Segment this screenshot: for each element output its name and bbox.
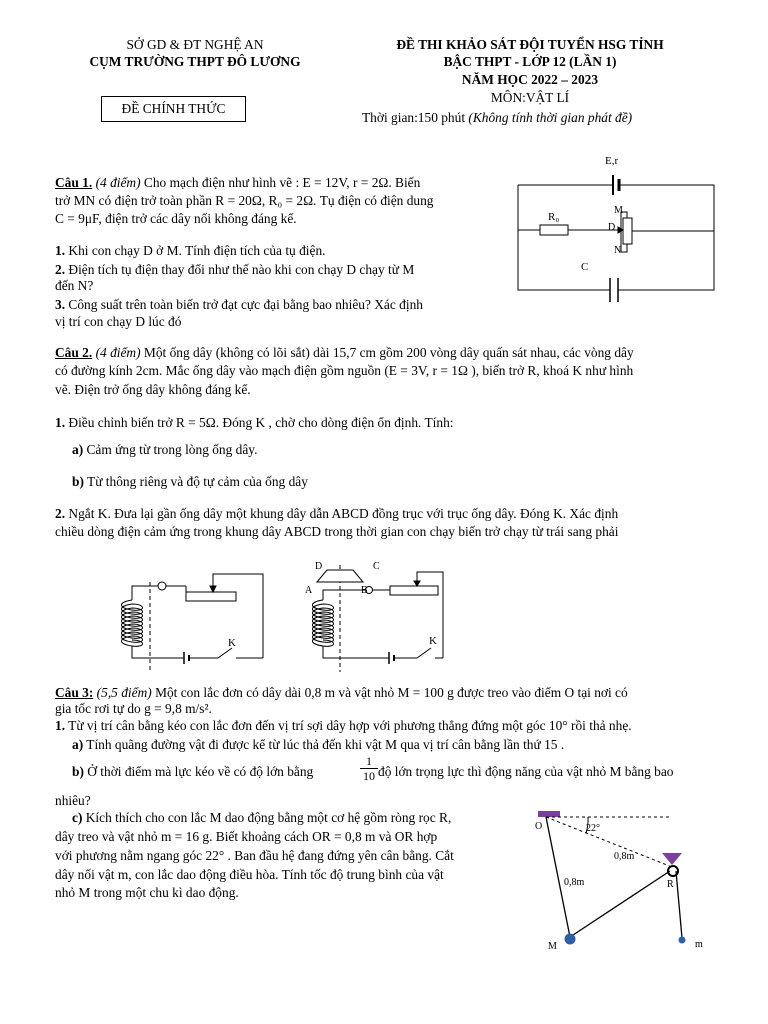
q2-item1-number: 1. xyxy=(55,415,66,430)
fig1-label-k: K xyxy=(228,637,236,649)
q1-item2-cont: đến N? xyxy=(55,278,94,293)
q1-points: (4 điểm) xyxy=(92,175,141,190)
rheostat-wire-n xyxy=(621,230,627,252)
rheostat-mn xyxy=(623,218,632,244)
fig2-rheostat xyxy=(390,586,438,595)
fig1-wire-top-left xyxy=(132,586,158,600)
q2-circuit-figure-2 xyxy=(305,560,450,675)
fig2-label-c: C xyxy=(373,561,380,572)
fig3-label-om-length: 0,8m xyxy=(564,877,585,888)
q1-item3-text: Công suất trên toàn biến trở đạt cực đại bằng bao nhiêu? Xác định xyxy=(65,297,423,312)
exam-time-note: (Không tính thời gian phát đề) xyxy=(468,110,633,125)
q2-item2-text: Ngắt K. Đưa lại gần ống dây một khung dây dẫn ABCD đồng trục với trục ống dây. Đóng K. Xác định xyxy=(65,506,619,521)
q3-item1c-line1 xyxy=(72,809,451,826)
q2-item2-number: 2. xyxy=(55,506,66,521)
official-exam-label: ĐỀ CHÍNH THỨC xyxy=(121,101,226,116)
fig1-wire-bottom-left xyxy=(132,646,184,658)
exam-level: BẬC THPT - LỚP 12 (LẦN 1) xyxy=(443,54,617,69)
fig1-slider-arrow xyxy=(210,586,216,592)
q1-item3-number: 3. xyxy=(55,297,66,312)
label-c: C xyxy=(581,261,589,273)
fig2-label-k: K xyxy=(429,635,437,647)
q2-intro-line3: vẽ. Điện trở ống dây không đáng kể. xyxy=(55,382,251,397)
q2-intro-line1 xyxy=(55,344,634,361)
q3-item1a-label: a) xyxy=(72,737,84,752)
q3-item1c-line4: dây nối vật m, con lắc dao động điều hòa. Tính tốc độ trung bình của vật xyxy=(55,867,444,882)
q2-circuit-figure-1 xyxy=(118,560,248,675)
fig3-label-or-length: 0,8m xyxy=(614,851,635,862)
frame-abcd xyxy=(317,570,363,582)
q3-label: Câu 3: xyxy=(55,685,94,700)
q2-label: Câu 2. xyxy=(55,345,93,360)
q1-wire-left xyxy=(518,185,610,290)
mass-small-m xyxy=(679,937,686,944)
q1-item2-text: Điện tích tụ điện thay đổi như thế nào khi con chạy D chạy từ M xyxy=(65,262,415,277)
q2-intro-text1: Một ống dây (không có lõi sắt) dài 15,7 cm gồm 200 vòng dây quấn sát nhau, các vòng dây xyxy=(140,345,634,360)
solenoid-terminal xyxy=(158,582,166,590)
q3-pendulum-figure xyxy=(530,805,740,960)
q2-item1a-text: Cảm ứng từ trong lòng ống dây. xyxy=(83,442,258,457)
q3-item1 xyxy=(55,717,632,734)
fig2-slider-arrow xyxy=(414,581,420,586)
q2-item1b xyxy=(72,473,308,490)
q3-intro-line1 xyxy=(55,684,628,701)
school-year: NĂM HỌC 2022 – 2023 xyxy=(461,72,599,87)
q1-item3-cont: vị trí con chạy D lúc đó xyxy=(55,314,182,329)
q2-item1b-text: Từ thông riêng và độ tự cảm của ống dây xyxy=(83,474,308,489)
fig2-label-d: D xyxy=(315,561,323,572)
fig3-label-r: R xyxy=(667,879,674,890)
fig2-label-a: A xyxy=(305,585,313,596)
q2-item2 xyxy=(55,505,618,522)
ceiling-support-o xyxy=(538,811,560,817)
q3-item1b-text-post: độ lớn trọng lực thì động năng của vật nhỏ M bằng bao xyxy=(378,764,674,779)
pulley-support-r xyxy=(662,853,682,865)
q1-item3 xyxy=(55,296,423,313)
exam-time xyxy=(362,109,632,126)
fraction-one-tenth xyxy=(360,754,378,783)
q2-item1a-label: a) xyxy=(72,442,84,457)
q3-item1c-line5: nhỏ M trong một chu kì dao động. xyxy=(55,885,239,900)
label-r0: R₀ xyxy=(548,211,560,223)
q3-item1b-label: b) xyxy=(72,764,84,779)
q3-item1a xyxy=(72,736,564,753)
label-n: N xyxy=(614,245,622,256)
fig2-switch-k xyxy=(417,648,431,658)
q2-item2-cont: chiều dòng điện cảm ứng trong khung dây ABCD trong thời gian con chạy biến trở chạy từ trái sang phải xyxy=(55,524,619,539)
q3-item1c-label: c) xyxy=(72,810,83,825)
switch-k xyxy=(218,648,232,658)
label-d: D xyxy=(608,222,616,233)
q1-item2-number: 2. xyxy=(55,262,66,277)
q2-intro-line2: có đường kính 2cm. Mắc ống dây vào mạch điện gồm nguồn (E = 3V, r = 1Ω ), biến trở R, khoá K như hình xyxy=(55,363,634,378)
label-m: M xyxy=(614,205,623,216)
fraction-numerator: 1 xyxy=(360,754,378,769)
q3-intro-line2: gia tốc rơi tự do g = 9,8 m/s². xyxy=(55,701,212,716)
q1-intro-line2: trở MN có điện trở toàn phần R = 20Ω, R₀ = 2Ω. Tụ điện có điện dung xyxy=(55,193,434,208)
dept-name: SỞ GD & ĐT NGHỆ AN xyxy=(126,37,264,52)
exam-time-prefix: Thời gian:150 phút xyxy=(362,110,469,125)
fig3-label-big-m: M xyxy=(548,941,557,952)
string-mr xyxy=(570,871,670,937)
q3-item1a-text: Tính quãng đường vật đi được kể từ lúc thả đến khi vật M qua vị trí cân bằng lần thứ 15 . xyxy=(83,737,565,752)
label-er: E,r xyxy=(605,155,619,167)
q3-item1c-line2: dây treo và vật nhỏ m = 16 g. Biết khoảng cách OR = 0,8 m và OR hợp xyxy=(55,829,438,844)
subject: MÔN:VẬT LÍ xyxy=(490,90,570,105)
fig2-solenoid-coil xyxy=(313,600,334,646)
fig1-slider-wire xyxy=(213,574,263,658)
mass-big-m xyxy=(565,934,576,945)
q2-item1-text: Điều chỉnh biến trở R = 5Ω. Đóng K , chờ cho dòng điện ổn định. Tính: xyxy=(65,415,454,430)
q2-item1b-label: b) xyxy=(72,474,84,489)
q2-item1a xyxy=(72,441,257,458)
q1-intro-line3: C = 9μF, điện trở các dây nối không đáng kể. xyxy=(55,211,297,226)
solenoid-coil xyxy=(122,600,143,646)
fraction-denominator: 10 xyxy=(363,769,375,783)
q1-item2 xyxy=(55,261,414,278)
q3-item1-number: 1. xyxy=(55,718,66,733)
fig2-wire-bottom-left xyxy=(323,646,389,658)
q3-item1b-text-pre: Ở thời điểm mà lực kéo về có độ lớn bằng xyxy=(83,764,314,779)
official-exam-box xyxy=(101,96,246,122)
rheostat-r xyxy=(186,592,236,601)
q2-item1 xyxy=(55,414,454,431)
string-rm xyxy=(676,871,682,938)
q3-item1c-text1: Kích thích cho con lắc M dao động bằng một cơ hệ gồm ròng rọc R, xyxy=(82,810,452,825)
q1-intro-line1 xyxy=(55,174,420,191)
fig3-label-small-m: m xyxy=(695,939,703,950)
fig3-label-angle: 22° xyxy=(586,823,600,834)
school-cluster-name: CỤM TRƯỜNG THPT ĐÔ LƯƠNG xyxy=(89,54,301,69)
resistor-r0 xyxy=(540,225,568,235)
q1-item1 xyxy=(55,242,326,259)
fig2-wire-top-left xyxy=(323,590,365,600)
exam-title: ĐỀ THI KHẢO SÁT ĐỘI TUYỂN HSG TỈNH xyxy=(396,37,664,52)
q1-item1-number: 1. xyxy=(55,243,66,258)
q1-circuit-diagram xyxy=(518,150,718,310)
q1-label: Câu 1. xyxy=(55,175,93,190)
q1-item1-text: Khi con chạy D ở M. Tính điện tích của tụ điện. xyxy=(65,243,326,258)
fig3-label-o: O xyxy=(535,821,543,832)
line-or xyxy=(546,817,672,867)
q3-item1b-tail: nhiêu? xyxy=(55,793,91,808)
q2-points: (4 điểm) xyxy=(92,345,141,360)
q3-item1b xyxy=(72,763,313,780)
q3-item1c-line3: với phương nằm ngang góc 22° . Ban đầu hệ đang đứng yên cân bằng. Cắt xyxy=(55,848,454,863)
q1-intro-text1: Cho mạch điện như hình vẽ : E = 12V, r = 2Ω. Biến xyxy=(140,175,421,190)
q3-item1-text: Từ vị trí cân bằng kéo con lắc đơn đến vị trí sợi dây hợp với phương thẳng đứng một góc 10° rồi thả nhẹ. xyxy=(65,718,632,733)
fig2-label-b: B xyxy=(361,585,368,596)
q3-intro-text1: Một con lắc đơn có dây dài 0,8 m và vật nhỏ M = 100 g được treo vào điểm O tại nơi có xyxy=(151,685,628,700)
q3-points: (5,5 điểm) xyxy=(93,685,152,700)
